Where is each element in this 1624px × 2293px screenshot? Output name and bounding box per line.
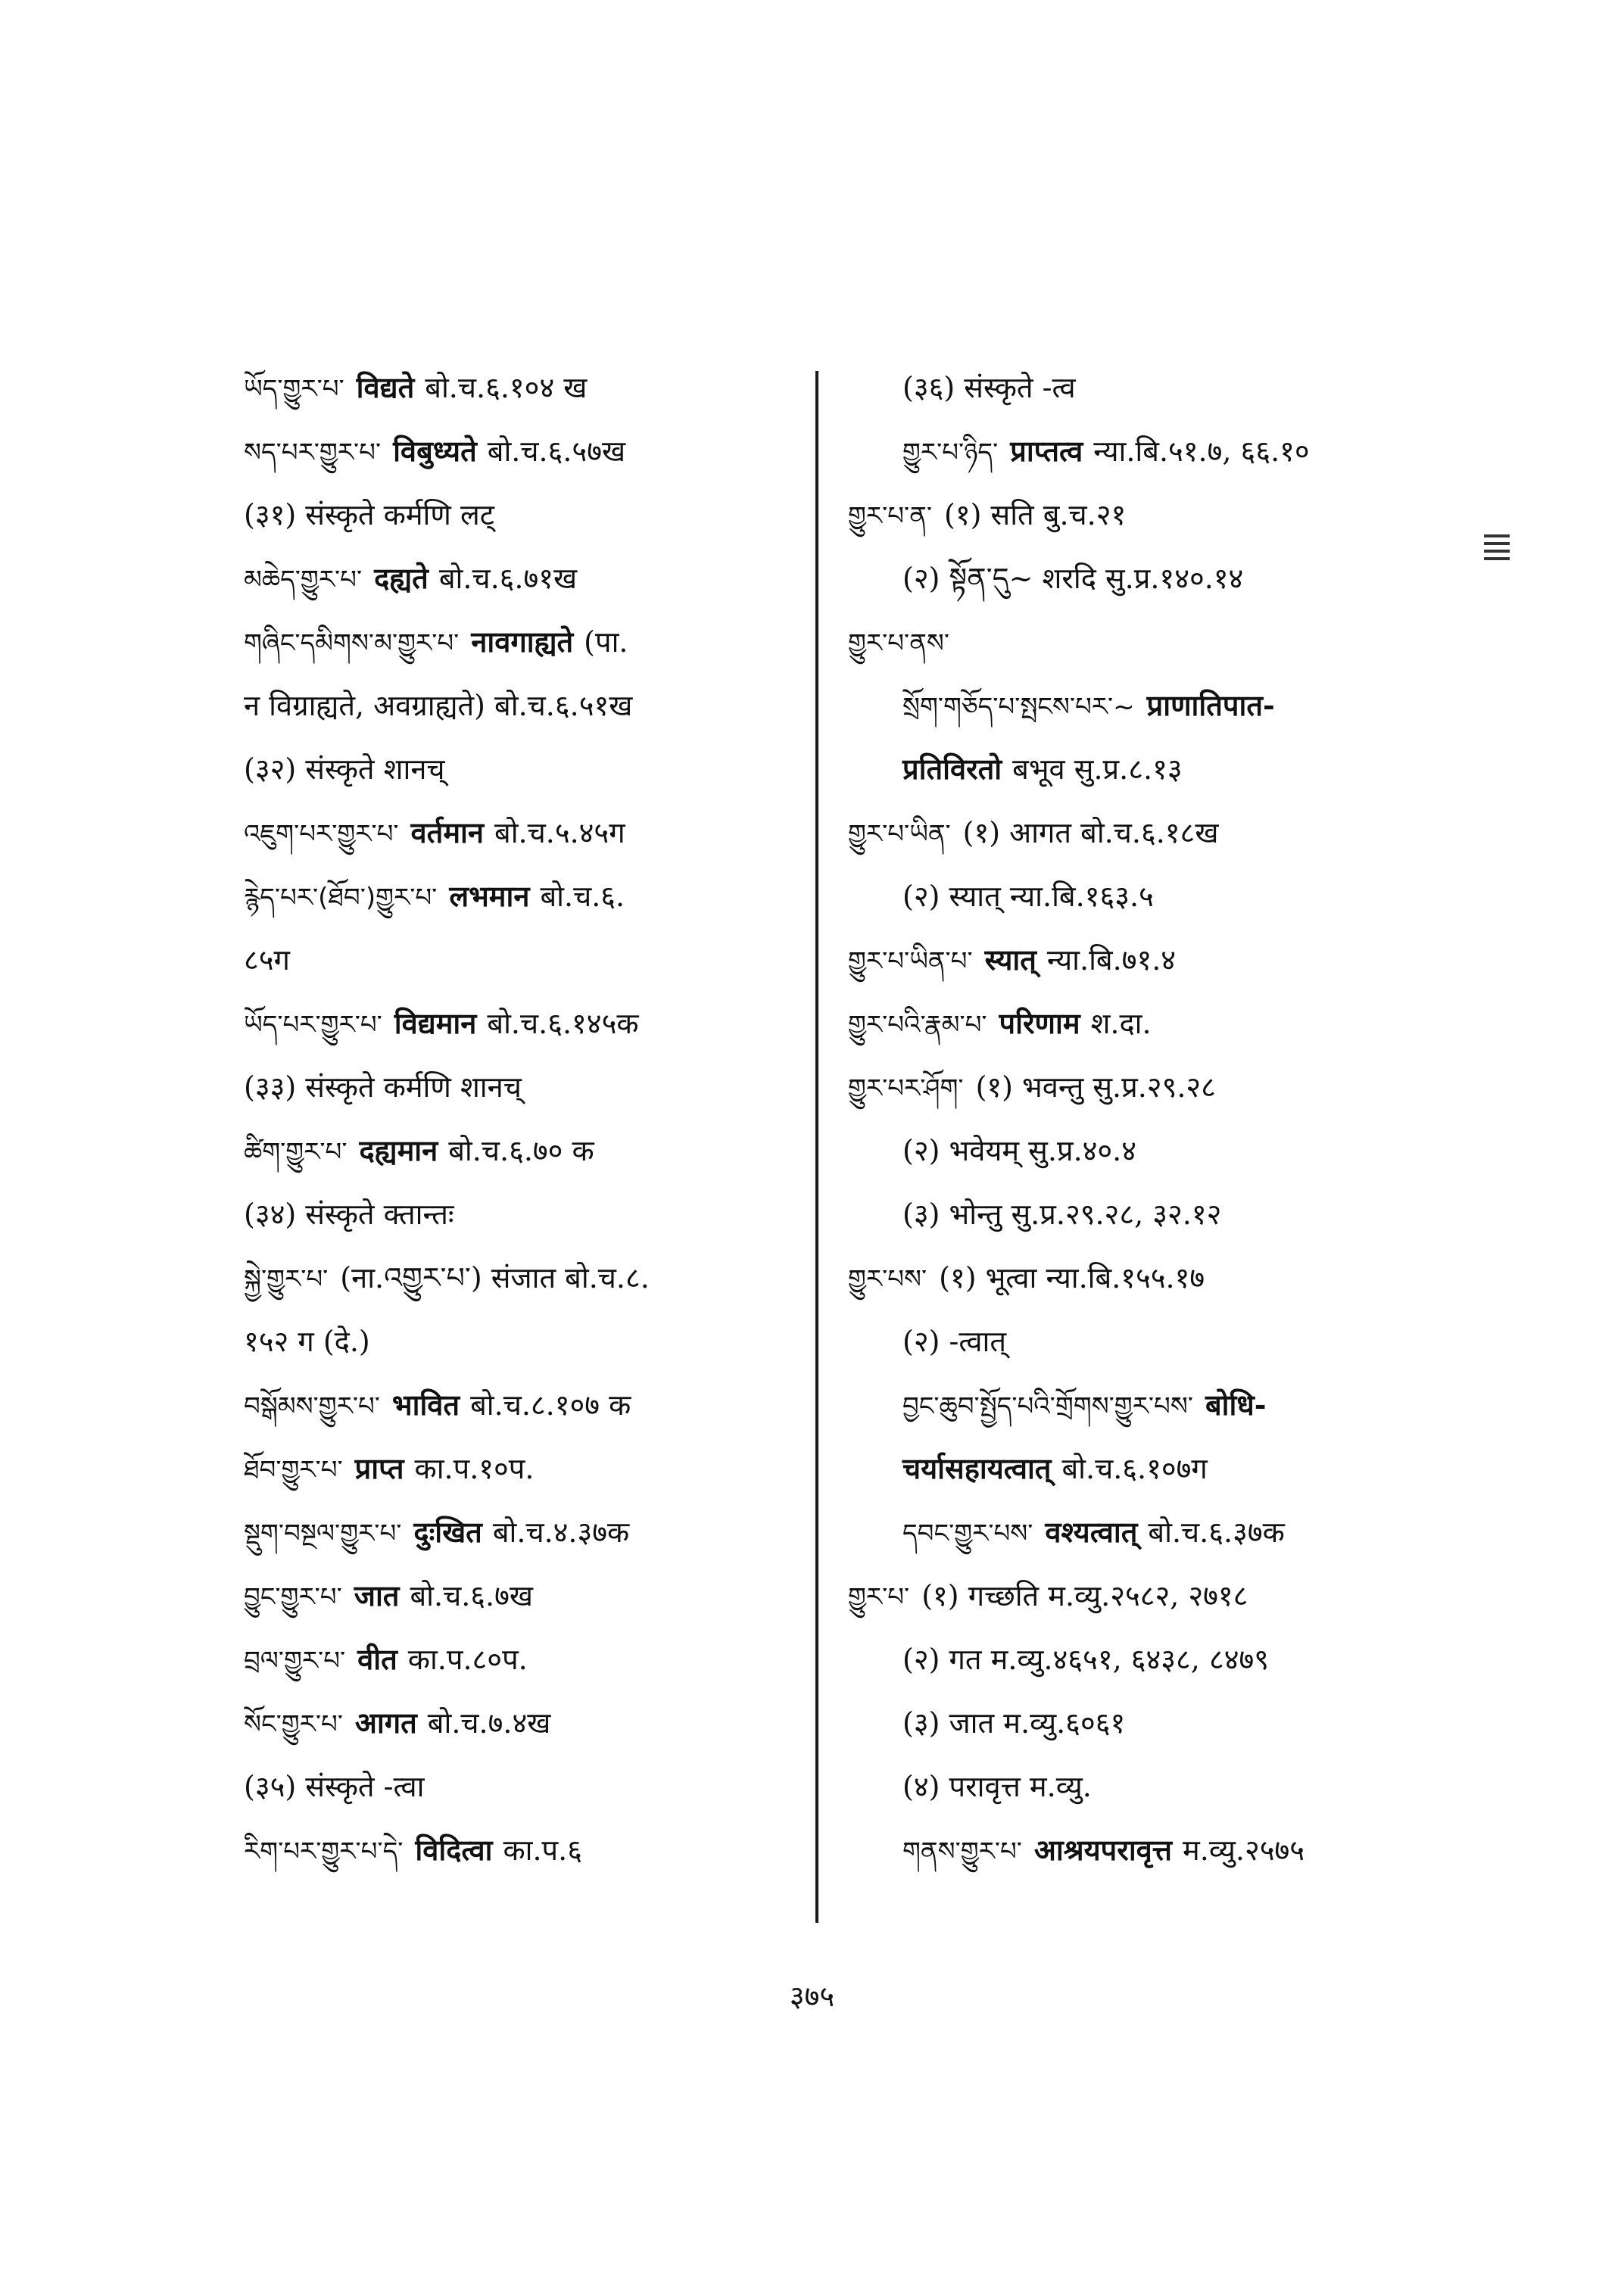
- dictionary-entry: [244, 547, 804, 610]
- sanskrit-equivalent: स्यात्: [984, 942, 1036, 977]
- reference-text: (३५) संस्कृते -त्वा: [244, 1770, 425, 1803]
- tibetan-headword: གྱུར་པ་ཉིད་: [902, 438, 999, 468]
- reference-text: बो.च.६.१०४ ख: [425, 371, 588, 404]
- reference-text: बो.च.६.१४५क: [487, 1007, 639, 1040]
- margin-mark-icon: [1484, 530, 1510, 569]
- reference-text: बो.च.५.४५ग: [494, 816, 625, 849]
- tibetan-headword: མཆེད་གྱུར་པ་: [244, 565, 363, 595]
- reference-text: ८५ग: [244, 943, 290, 977]
- dictionary-entry: [848, 419, 1454, 483]
- dictionary-entry: [848, 1818, 1454, 1882]
- reference-text: (ना.འགྱུར་པ་) संजात बो.च.८.: [340, 1261, 650, 1294]
- dictionary-entry: [244, 1628, 804, 1691]
- dictionary-entry: [244, 1055, 804, 1119]
- dictionary-entry: [244, 865, 804, 928]
- sanskrit-equivalent: लभमान: [449, 879, 530, 913]
- reference-text: (४) परावृत्त म.व्यु.: [902, 1770, 1092, 1803]
- reference-text: (३२) संस्कृते शानच्: [244, 752, 445, 786]
- sanskrit-equivalent: बोधि-: [1205, 1388, 1267, 1422]
- dictionary-entry: [244, 419, 804, 483]
- dictionary-entry: [244, 1246, 804, 1310]
- dictionary-entry: [244, 1691, 804, 1755]
- sanskrit-equivalent: विदित्वा: [415, 1833, 493, 1867]
- dictionary-entry: [848, 1755, 1454, 1818]
- tibetan-headword: གྱུར་པ་ཡིན་པ་: [848, 946, 973, 977]
- reference-text: (२) गत म.व्यु.४६५१, ६४३८, ८४७९: [902, 1643, 1269, 1676]
- dictionary-entry: [848, 1437, 1454, 1500]
- reference-text: बो.च.६.१०७ग: [1061, 1452, 1208, 1485]
- tibetan-headword: གྱུར་པའི་རྣམ་པ་: [848, 1010, 987, 1040]
- reference-text: बो.च.६.७० क: [448, 1134, 594, 1167]
- dictionary-entry: [848, 737, 1454, 801]
- reference-text: बो.च.६.७ख: [410, 1579, 533, 1612]
- sanskrit-equivalent: दह्यते: [374, 561, 429, 595]
- reference-text: का.प.८०प.: [407, 1643, 528, 1676]
- tibetan-headword: དབང་གྱུར་པས་: [902, 1519, 1033, 1549]
- sanskrit-equivalent: जात: [354, 1578, 400, 1612]
- dictionary-entry: [848, 674, 1454, 737]
- tibetan-headword: གྱུར་པ་ཡིན་: [848, 819, 951, 849]
- reference-text: न विग्राह्यते, अवग्राह्यते) बो.च.६.५१ख: [244, 689, 633, 722]
- reference-text: (३) भोन्तु सु.प्र.२९.२८, ३२.१२: [902, 1198, 1222, 1231]
- reference-text: (२) -त्वात्: [902, 1325, 1007, 1358]
- reference-text: (३१) संस्कृते कर्मणि लट्: [244, 498, 494, 531]
- dictionary-entry: [848, 547, 1454, 610]
- tibetan-headword: གྱུར་པ་: [848, 1582, 910, 1612]
- reference-text: (१) सति बु.च.२१: [944, 498, 1127, 531]
- dictionary-entry: [848, 1119, 1454, 1182]
- sanskrit-equivalent: विद्यमान: [394, 1006, 477, 1040]
- reference-text: (३) जात म.व्यु.६०६१: [902, 1706, 1126, 1740]
- reference-text: (२) སྟོན་དུ~ शरदि सु.प्र.१४०.१४: [902, 562, 1244, 595]
- dictionary-entry: [244, 1564, 804, 1628]
- dictionary-entry: [244, 801, 804, 865]
- reference-text: (१) भूत्वा न्या.बि.१५५.१७: [939, 1261, 1205, 1294]
- dictionary-entry: [244, 1755, 804, 1818]
- reference-text: का.प.६: [503, 1833, 582, 1867]
- reference-text: (पा.: [584, 625, 628, 659]
- reference-text: (३६) संस्कृते -त्व: [902, 371, 1076, 404]
- sanskrit-equivalent: दह्यमान: [359, 1133, 438, 1167]
- sanskrit-equivalent: वश्यत्वात्: [1045, 1515, 1138, 1549]
- reference-text: बो.च.६.७१ख: [438, 562, 578, 595]
- column-divider: [815, 371, 818, 1923]
- tibetan-headword: གྱུར་པ་ན་: [848, 501, 933, 531]
- dictionary-entry: [244, 1182, 804, 1246]
- tibetan-headword: ཚིག་གྱུར་པ་: [244, 1137, 348, 1167]
- tibetan-headword: བྲལ་གྱུར་པ་: [244, 1646, 346, 1676]
- reference-text: (३४) संस्कृते क्तान्तः: [244, 1198, 454, 1231]
- reference-text: (१) भवन्तु सु.प्र.२९.२८: [975, 1070, 1216, 1104]
- dictionary-entry: [244, 1818, 804, 1882]
- dictionary-entry: [848, 1691, 1454, 1755]
- dictionary-entry: [848, 356, 1454, 419]
- reference-text: का.प.१०प.: [414, 1452, 535, 1485]
- sanskrit-equivalent: चर्यासहायत्वात्: [902, 1451, 1052, 1485]
- sanskrit-equivalent: वर्तमान: [410, 815, 484, 849]
- dictionary-entry: [848, 1564, 1454, 1628]
- dictionary-entry: [848, 992, 1454, 1055]
- sanskrit-equivalent: भावित: [391, 1388, 460, 1422]
- tibetan-headword: གྱུར་པས་: [848, 1264, 927, 1294]
- dictionary-entry: [244, 483, 804, 547]
- dictionary-entry: [848, 610, 1454, 674]
- sanskrit-equivalent: परिणाम: [999, 1006, 1080, 1040]
- tibetan-headword: གྱུར་པ་ནས་: [848, 628, 949, 659]
- dictionary-entry: [244, 1373, 804, 1437]
- dictionary-entry: [244, 610, 804, 674]
- tibetan-headword: རིག་པར་གྱུར་པ་དེ་: [244, 1837, 404, 1867]
- tibetan-headword: སྲོག་གཅོད་པ་སྤངས་པར་~: [902, 692, 1135, 722]
- tibetan-headword: སྡུག་བསྔལ་གྱུར་པ་: [244, 1519, 402, 1549]
- sanskrit-equivalent: प्राणातिपात-: [1146, 688, 1275, 722]
- dictionary-entry: [848, 1500, 1454, 1564]
- reference-text: (२) भवेयम् सु.प्र.४०.४: [902, 1134, 1137, 1167]
- sanskrit-equivalent: नावगाह्यते: [471, 625, 574, 659]
- dictionary-entry: [848, 1628, 1454, 1691]
- tibetan-headword: འཇུག་པར་གྱུར་པ་: [244, 819, 399, 849]
- tibetan-headword: ཡོད་གྱུར་པ་: [244, 374, 344, 404]
- tibetan-headword: བསྒོམས་གྱུར་པ་: [244, 1391, 380, 1422]
- reference-text: (१) गच्छति म.व्यु.२५८२, २७१८: [921, 1579, 1248, 1612]
- dictionary-entry: [244, 1310, 804, 1373]
- sanskrit-equivalent: आश्रयपरावृत्त: [1033, 1833, 1173, 1867]
- sanskrit-equivalent: प्राप्तत्व: [1010, 434, 1083, 468]
- tibetan-headword: གཞིང་དམིགས་མ་གྱུར་པ་: [244, 628, 460, 659]
- dictionary-entry: [244, 674, 804, 737]
- reference-text: न्या.बि.७१.४: [1046, 943, 1177, 977]
- sanskrit-equivalent: दुःखित: [413, 1515, 482, 1549]
- dictionary-entry: [848, 1055, 1454, 1119]
- page-number: ३७५: [789, 1980, 835, 2013]
- tibetan-headword: ཡོད་པར་གྱུར་པ་: [244, 1010, 382, 1040]
- reference-text: म.व्यु.२५७५: [1183, 1833, 1305, 1867]
- dictionary-entry: [244, 356, 804, 419]
- reference-text: न्या.बि.५१.७, ६६.१०: [1093, 435, 1310, 468]
- sanskrit-equivalent: विद्यते: [356, 370, 415, 404]
- tibetan-headword: གནས་གྱུར་པ་: [902, 1837, 1022, 1867]
- dictionary-entry: [848, 1373, 1454, 1437]
- reference-text: १५२ ग (दे.): [244, 1325, 370, 1358]
- reference-text: श.दा.: [1090, 1007, 1152, 1040]
- dictionary-entry: [244, 737, 804, 801]
- reference-text: बो.च.६.५७ख: [487, 435, 626, 468]
- reference-text: बो.च.७.४ख: [427, 1706, 551, 1740]
- sanskrit-equivalent: वीत: [357, 1642, 397, 1676]
- reference-text: बो.च.६.३७क: [1148, 1516, 1285, 1549]
- dictionary-entry: [848, 928, 1454, 992]
- dictionary-entry: [848, 483, 1454, 547]
- reference-text: (१) आगत बो.च.६.१८ख: [962, 816, 1219, 849]
- dictionary-entry: [244, 992, 804, 1055]
- sanskrit-equivalent: प्राप्त: [354, 1451, 404, 1485]
- tibetan-headword: བྱུང་གྱུར་པ་: [244, 1582, 342, 1612]
- reference-text: (२) स्यात् न्या.बि.१६३.५: [902, 880, 1154, 913]
- sanskrit-equivalent: प्रतिविरतो: [902, 752, 1002, 786]
- reference-text: (३३) संस्कृते कर्मणि शानच्: [244, 1070, 522, 1104]
- reference-text: बो.च.६.: [540, 880, 625, 913]
- tibetan-headword: སོང་གྱུར་པ་: [244, 1709, 343, 1740]
- dictionary-entry: [848, 865, 1454, 928]
- tibetan-headword: བྱང་ཆུབ་སྤྱོད་པའི་གྲོགས་གྱུར་པས་: [902, 1391, 1193, 1422]
- sanskrit-equivalent: आगत: [354, 1706, 417, 1740]
- tibetan-headword: ཐོབ་གྱུར་པ་: [244, 1455, 343, 1485]
- dictionary-entry: [848, 801, 1454, 865]
- reference-text: बो.च.८.१०७ क: [470, 1388, 631, 1422]
- sanskrit-equivalent: विबुध्यते: [393, 434, 477, 468]
- dictionary-entry: [848, 1310, 1454, 1373]
- left-column: [244, 356, 804, 1882]
- dictionary-entry: [244, 1437, 804, 1500]
- dictionary-entry: [244, 1119, 804, 1182]
- tibetan-headword: སྐྱེ་གྱུར་པ་: [244, 1264, 329, 1294]
- right-column: [848, 356, 1454, 1882]
- tibetan-headword: གྱུར་པར་ཤོག་: [848, 1073, 964, 1104]
- tibetan-headword: སད་པར་གྱུར་པ་: [244, 438, 382, 468]
- dictionary-entry: [848, 1246, 1454, 1310]
- dictionary-entry: [848, 1182, 1454, 1246]
- reference-text: बभूव सु.प्र.८.१३: [1012, 752, 1183, 786]
- dictionary-entry: [244, 928, 804, 992]
- tibetan-headword: རྙེད་པར་(ཐོབ་)གྱུར་པ་: [244, 883, 438, 913]
- reference-text: बो.च.४.३७क: [492, 1516, 630, 1549]
- dictionary-entry: [244, 1500, 804, 1564]
